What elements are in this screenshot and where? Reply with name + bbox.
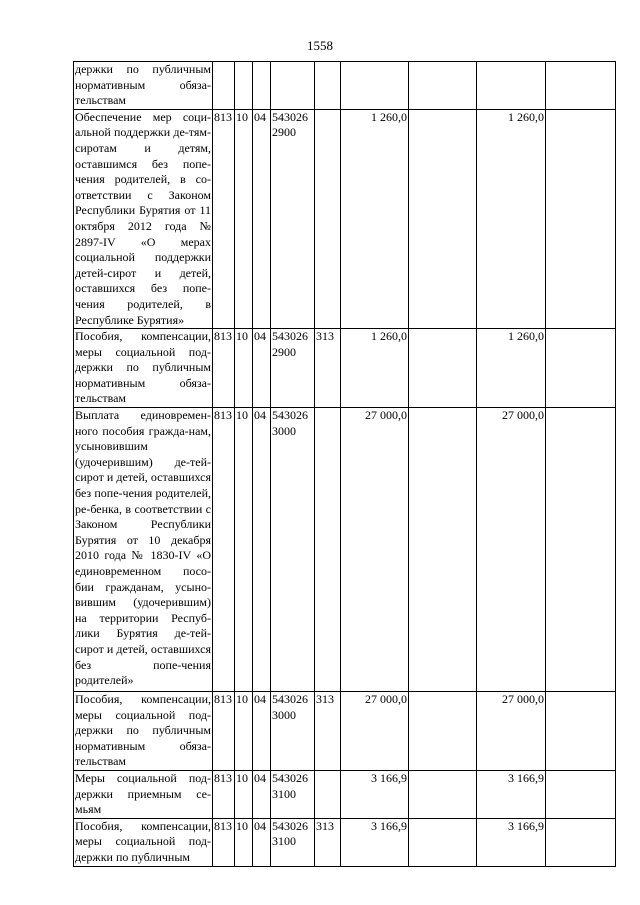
- amount-4: [546, 109, 616, 328]
- section-code: 10: [235, 771, 253, 819]
- amount-1: 3 166,9: [341, 771, 409, 819]
- subsection-code: 04: [253, 771, 271, 819]
- amount-2: [409, 692, 477, 771]
- section-code: 10: [235, 818, 253, 866]
- amount-4: [546, 62, 616, 110]
- subsection-code: 04: [253, 408, 271, 692]
- target-article-code: [271, 408, 315, 692]
- row-name: Пособия, компенсации, меры социальной под-держки по публичным нормативным обяза-тельствам: [74, 329, 213, 408]
- grbs-code: 813: [213, 818, 235, 866]
- expense-type-code: 313: [315, 818, 341, 866]
- grbs-code: 813: [213, 329, 235, 408]
- expense-type-code: [315, 771, 341, 819]
- row-name: Пособия, компенсации, меры социальной под-держки по публичным: [74, 818, 213, 866]
- section-code: 10: [235, 329, 253, 408]
- subsection-code: 04: [253, 818, 271, 866]
- target-article-bottom: 3000: [272, 423, 296, 438]
- subsection-code: [253, 62, 271, 110]
- target-article-bottom: 2900: [272, 125, 296, 140]
- target-article-code: [271, 818, 315, 866]
- amount-2: [409, 771, 477, 819]
- amount-2: [409, 408, 477, 692]
- target-article-top: 543026: [272, 692, 308, 707]
- section-code: 10: [235, 692, 253, 771]
- amount-1: 3 166,9: [341, 818, 409, 866]
- amount-4: [546, 329, 616, 408]
- target-article-top: 543026: [272, 109, 308, 124]
- amount-2: [409, 62, 477, 110]
- table-row: [74, 408, 616, 692]
- amount-1: 27 000,0: [341, 408, 409, 692]
- amount-1: 1 260,0: [341, 329, 409, 408]
- target-article-top: 543026: [272, 818, 308, 833]
- table-row: [74, 771, 616, 819]
- target-article-bottom: 3100: [272, 834, 296, 849]
- table-row: [74, 818, 616, 866]
- amount-3: [477, 62, 546, 110]
- table-row: [74, 692, 616, 771]
- subsection-code: 04: [253, 692, 271, 771]
- subsection-code: 04: [253, 329, 271, 408]
- amount-4: [546, 692, 616, 771]
- row-name: Обеспечение мер соци-альной поддержки де-тям-сиротам и детям, оставшимся без попе-чения родителей, в со-ответствии с Законом Республики Бурятия от 11 октября 2012 года № 2897-IV «О мерах социальной поддержки детей-сирот и детей, оставшихся без попе-чения родителей, в Республике Бурятия»: [74, 109, 213, 328]
- table-row: [74, 62, 616, 110]
- amount-4: [546, 408, 616, 692]
- target-article-code: [271, 109, 315, 328]
- table-row: [74, 109, 616, 328]
- amount-3: 27 000,0: [477, 408, 546, 692]
- row-name: держки по публичным нормативным обяза-тельствам: [74, 62, 213, 110]
- expense-type-code: 313: [315, 329, 341, 408]
- page-number: 1558: [307, 38, 333, 53]
- section-code: [235, 62, 253, 110]
- table-row: [74, 329, 616, 408]
- section-code: 10: [235, 408, 253, 692]
- target-article-top: 543026: [272, 408, 308, 423]
- amount-2: [409, 109, 477, 328]
- row-name: Выплата единовремен-ного пособия гражда-нам, усыновившим (удочерившим) де-тей-сирот и детей, оставшихся без попе-чения родителей, ре-бенка, в соответствии с Законом Республики Бурятия от 10 декабря 2010 года № 1830-IV «О единовременном посо-бии гражданам, усыно-вившим (удочерившим) на территории Респуб-лики Бурятия де-тей-сирот и детей, оставшихся без попе-чения родителей»: [74, 408, 213, 692]
- target-article-bottom: 3100: [272, 786, 296, 801]
- target-article-code: [271, 692, 315, 771]
- target-article-top: 543026: [272, 329, 308, 344]
- expense-type-code: 313: [315, 692, 341, 771]
- grbs-code: 813: [213, 692, 235, 771]
- grbs-code: 813: [213, 109, 235, 328]
- target-article-bottom: 3000: [272, 707, 296, 722]
- expense-type-code: [315, 408, 341, 692]
- grbs-code: 813: [213, 408, 235, 692]
- amount-3: 3 166,9: [477, 771, 546, 819]
- amount-4: [546, 771, 616, 819]
- section-code: 10: [235, 109, 253, 328]
- amount-3: 3 166,9: [477, 818, 546, 866]
- amount-4: [546, 818, 616, 866]
- amount-1: 1 260,0: [341, 109, 409, 328]
- row-name: Пособия, компенсации, меры социальной под-держки по публичным нормативным обяза-тельствам: [74, 692, 213, 771]
- amount-2: [409, 818, 477, 866]
- grbs-code: 813: [213, 771, 235, 819]
- target-article-code: [271, 62, 315, 110]
- expense-type-code: [315, 109, 341, 328]
- row-name: Меры социальной под-держки приемным се-мьям: [74, 771, 213, 819]
- amount-3: 27 000,0: [477, 692, 546, 771]
- grbs-code: [213, 62, 235, 110]
- amount-3: 1 260,0: [477, 329, 546, 408]
- amount-2: [409, 329, 477, 408]
- target-article-code: [271, 771, 315, 819]
- amount-1: 27 000,0: [341, 692, 409, 771]
- amount-1: [341, 62, 409, 110]
- target-article-code: [271, 329, 315, 408]
- target-article-top: 543026: [272, 771, 308, 786]
- subsection-code: 04: [253, 109, 271, 328]
- amount-3: 1 260,0: [477, 109, 546, 328]
- target-article-bottom: 2900: [272, 344, 296, 359]
- budget-table: [73, 61, 616, 867]
- expense-type-code: [315, 62, 341, 110]
